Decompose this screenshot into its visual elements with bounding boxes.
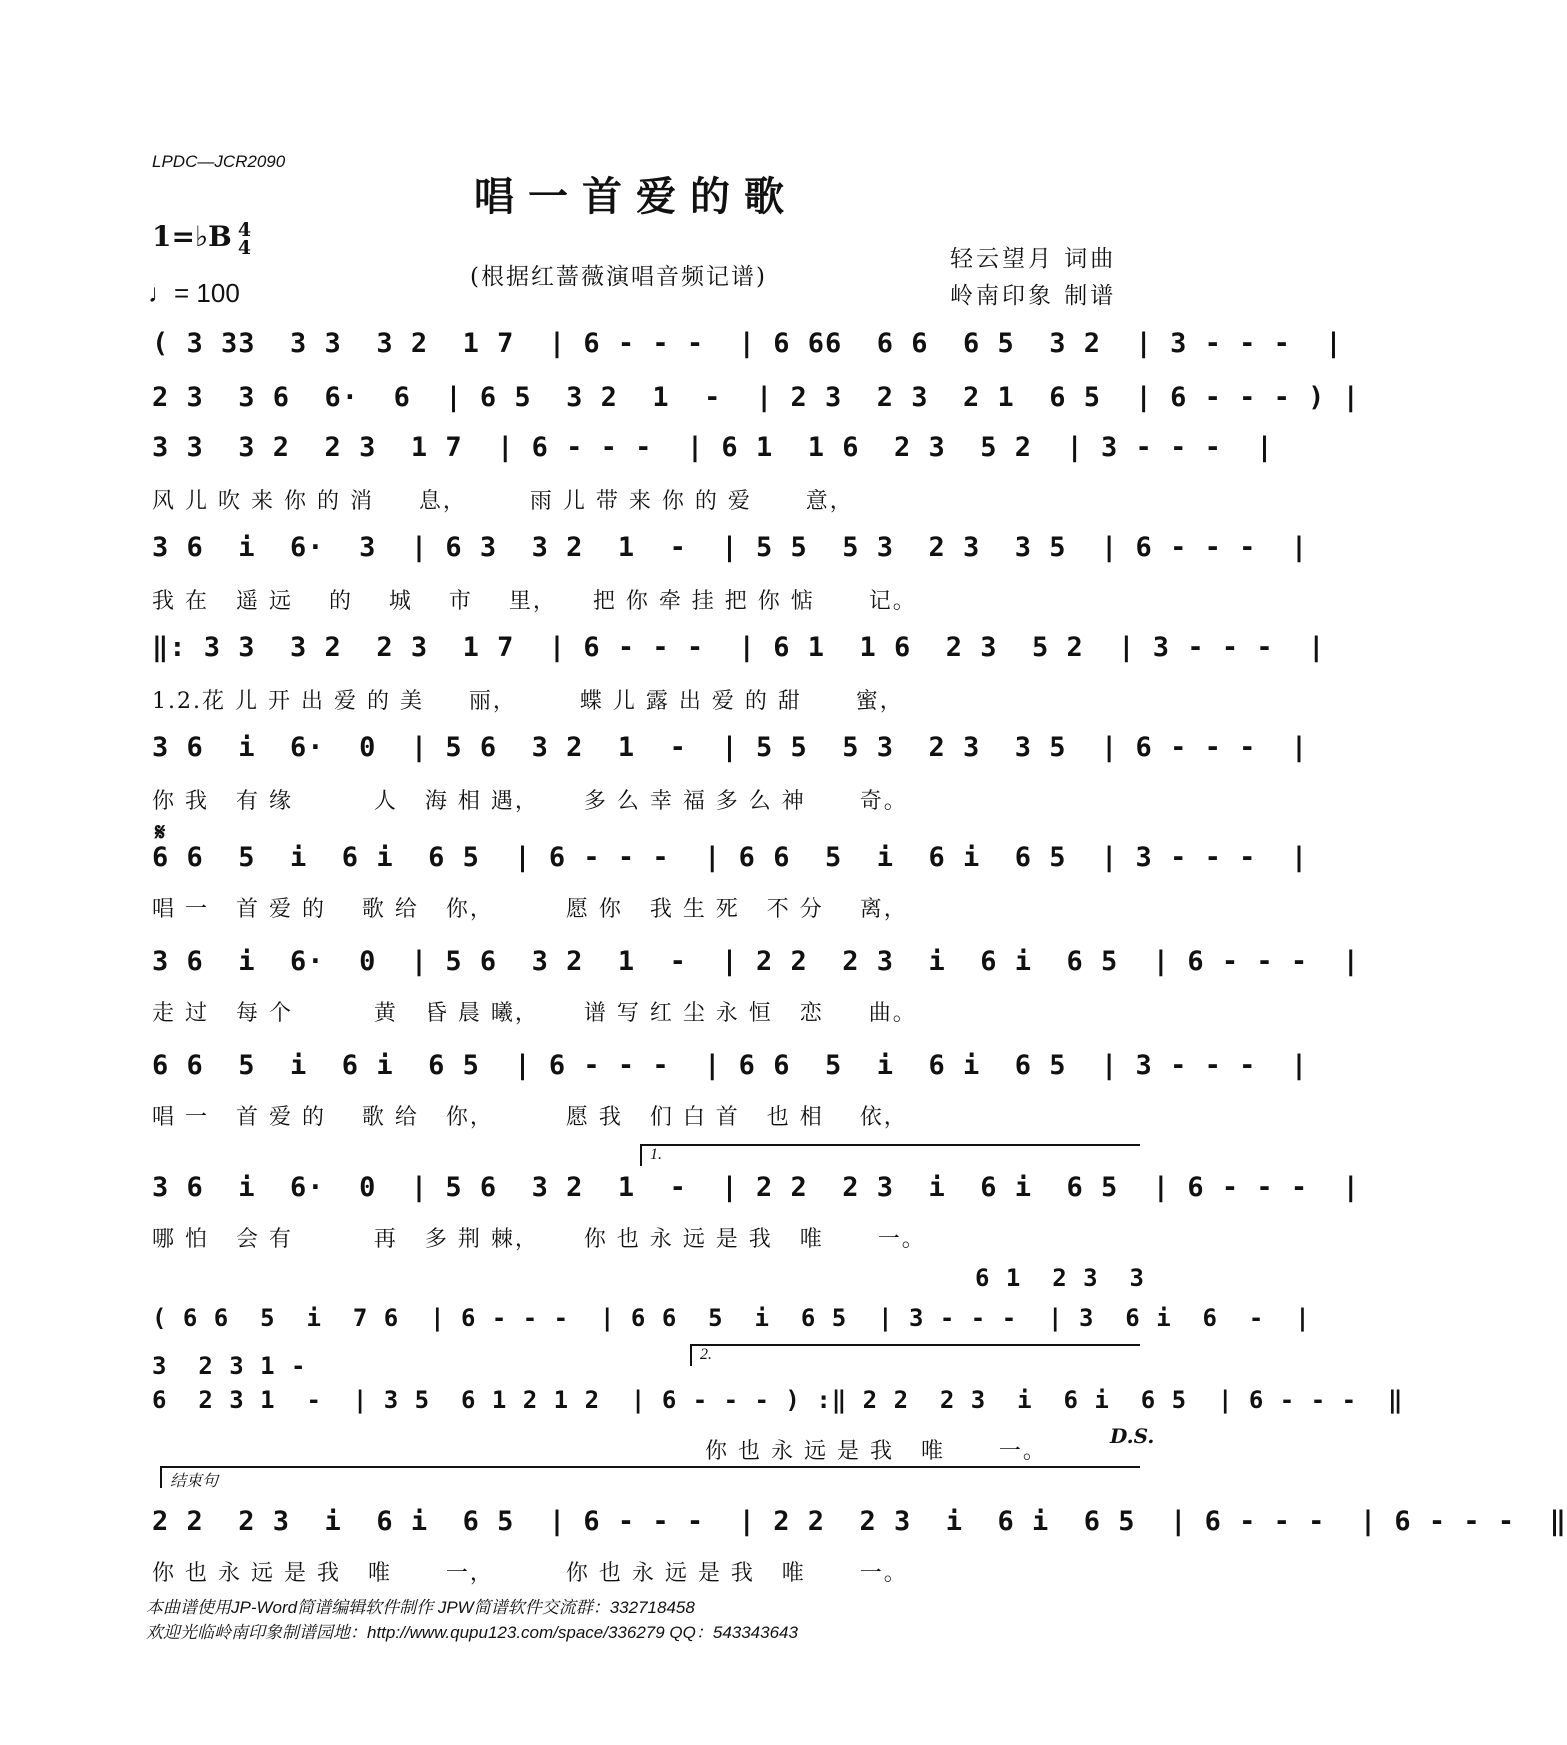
notation-row-12: 6 2 3 1 - | 3 5 6 1 2 1 2 | 6 - - - ) :‖ 2 2 2 3 i 6 i 6 5 | 6 - - - ‖ — [152, 1386, 1404, 1414]
volta-1-bracket: 1. — [640, 1144, 1140, 1166]
notation-row-6: 3 6 i 6· 0 | 5 6 3 2 1 - | 5 5 5 3 2 3 3 5 | 6 - - - | — [152, 732, 1309, 763]
lyrics-row-5: 1.2.花 儿 开 出 爱 的 美 丽， 蝶 儿 露 出 爱 的 甜 蜜， — [152, 689, 904, 714]
notation-row-7: 6 6 5 i 6 i 6 5 | 6 - - - | 6 6 5 i 6 i 6 5 | 3 - - - | — [152, 842, 1309, 873]
lyricist-credit: 轻云望月 词曲 — [950, 246, 1117, 272]
arranger-credit: 岭南印象 制谱 — [950, 283, 1117, 309]
coda-label: 结束句 — [160, 1466, 1140, 1488]
lyrics-coda: 你 也 永 远 是 我 唯 一， 你 也 永 远 是 我 唯 一。 — [152, 1561, 908, 1586]
notation-row-4: 3 6 i 6· 3 | 6 3 3 2 1 - | 5 5 5 3 2 3 3 5 | 6 - - - | — [152, 532, 1309, 563]
segno-sign: 𝄋 — [155, 818, 166, 846]
volta-2-bracket: 2. — [690, 1344, 1140, 1366]
subtitle: (根据红蔷薇演唱音频记谱) — [470, 264, 767, 290]
lyrics-row-8: 走 过 每 个 黄 昏 晨 曦， 谱 写 红 尘 永 恒 恋 曲。 — [152, 1001, 917, 1026]
lyrics-row-10: 哪 怕 会 有 再 多 荆 棘， 你 也 永 远 是 我 唯 一。 — [152, 1227, 926, 1252]
tempo-marking: ♩= 100 — [148, 278, 240, 308]
lyrics-row-7: 唱 一 首 爱 的 歌 给 你， 愿 你 我 生 死 不 分 离， — [152, 897, 908, 922]
notation-row-12-upper: 3 2 3 1 - — [152, 1352, 307, 1380]
notation-row-3: 3 3 3 2 2 3 1 7 | 6 - - - | 6 1 1 6 2 3 5 2 | 3 - - - | — [152, 432, 1274, 463]
notation-row-10: 3 6 i 6· 0 | 5 6 3 2 1 - | 2 2 2 3 i 6 i 6 5 | 6 - - - | — [152, 1172, 1360, 1203]
page-title: 唱一首爱的歌 — [474, 173, 798, 220]
notation-row-11: ( 6 6 5 i 7 6 | 6 - - - | 6 6 5 i 6 5 | 3 - - - | 3 6 i 6 - | — [152, 1304, 1311, 1332]
time-signature — [237, 218, 252, 259]
notation-coda: 2 2 2 3 i 6 i 6 5 | 6 - - - | 2 2 2 3 i 6 i 6 5 | 6 - - - | 6 - - - ‖ — [152, 1506, 1567, 1537]
notation-row-1: ( 3 33 3 3 3 2 1 7 | 6 - - - | 6 66 6 6 6 5 3 2 | 3 - - - | — [152, 328, 1343, 359]
key-signature — [152, 220, 251, 257]
lyrics-row-6: 你 我 有 缘 人 海 相 遇， 多 么 幸 福 多 么 神 奇。 — [152, 789, 908, 814]
score-code: LPDC—JCR2090 — [152, 152, 286, 171]
lyrics-row-4: 我 在 遥 远 的 城 市 里， 把 你 牵 挂 把 你 惦 记。 — [152, 589, 917, 614]
notation-row-2: 2 3 3 6 6· 6 | 6 5 3 2 1 - | 2 3 2 3 2 1 6 5 | 6 - - - ) | — [152, 382, 1360, 413]
notation-row-11-upper: 6 1 2 3 3 — [975, 1264, 1145, 1292]
time-bottom: 4 — [237, 236, 252, 259]
notation-row-9: 6 6 5 i 6 i 6 5 | 6 - - - | 6 6 5 i 6 i 6 5 | 3 - - - | — [152, 1050, 1309, 1081]
lyrics-row-12: 你 也 永 远 是 我 唯 一。 — [705, 1439, 1047, 1464]
lyrics-row-9: 唱 一 首 爱 的 歌 给 你， 愿 我 们 白 首 也 相 依， — [152, 1105, 908, 1130]
footer-line-1: 本曲谱使用JP-Word简谱编辑软件制作 JPW简谱软件交流群：332718458 — [146, 1598, 695, 1617]
lyrics-row-3: 风 儿 吹 来 你 的 消 息， 雨 儿 带 来 你 的 爱 意， — [152, 489, 854, 514]
footer-line-2: 欢迎光临岭南印象制谱园地：http://www.qupu123.com/space/336279 QQ：543343643 — [146, 1623, 798, 1642]
key-label: 1=♭B — [152, 220, 232, 253]
notation-row-5: ‖: 3 3 3 2 2 3 1 7 | 6 - - - | 6 1 1 6 2 3 5 2 | 3 - - - | — [152, 632, 1326, 663]
dal-segno-mark: D.S. — [1110, 1424, 1155, 1448]
time-top: 4 — [237, 218, 252, 241]
notation-row-8: 3 6 i 6· 0 | 5 6 3 2 1 - | 2 2 2 3 i 6 i 6 5 | 6 - - - | — [152, 946, 1360, 977]
